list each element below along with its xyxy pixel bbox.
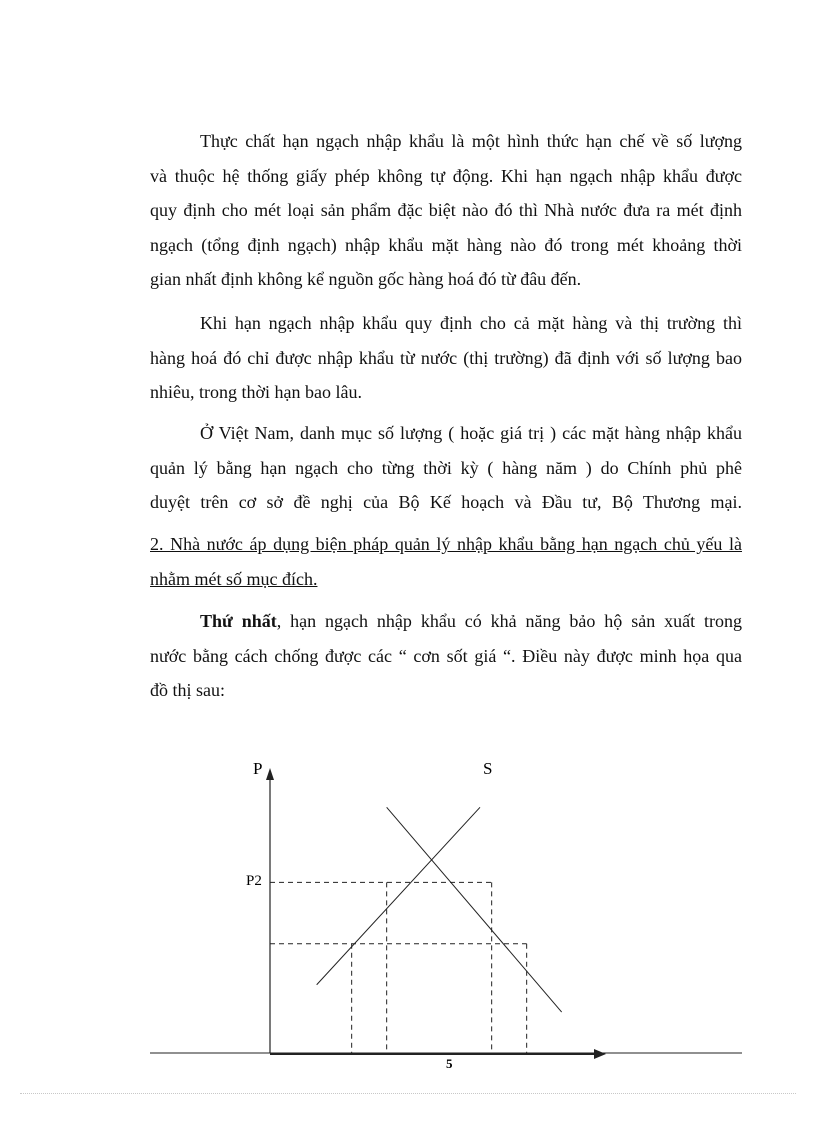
- paragraph-3: [150, 416, 742, 520]
- text-run: , hạn ngạch nhập khẩu có khả năng bảo hộ sản xuất trong: [276, 611, 742, 631]
- section-heading: [150, 527, 742, 596]
- text-line: Ở Việt Nam, danh mục số lượng ( hoặc giá trị ) các mặt hàng nhập khẩu: [200, 423, 742, 443]
- page-footer-rule: [20, 1093, 796, 1094]
- paragraph-4: [150, 604, 742, 708]
- text-line: quy định cho mét loại sản phẩm đặc biệt nào đó thì Nhà nước đưa ra mét định: [150, 200, 742, 220]
- supply-curve-label: S: [483, 759, 493, 778]
- text-line: hàng hoá đó chỉ được nhập khẩu từ nước (thị trường) đã định với số lượng bao: [150, 347, 742, 368]
- text-line: Khi hạn ngạch nhập khẩu quy định cho cả mặt hàng và thị trường thì: [200, 313, 742, 333]
- y-axis-label: P: [253, 759, 263, 778]
- text-line: Thực chất hạn ngạch nhập khẩu là một hình thức hạn chế về số lượng: [200, 131, 742, 151]
- text-line: duyệt trên cơ sở đề nghị của Bộ Kế hoạch và Đầu tư, Bộ Thương mại.: [150, 492, 742, 512]
- y-axis-arrow: [266, 768, 274, 780]
- text-line: gian nhất định không kể nguồn gốc hàng hoá đó từ đâu đến.: [150, 269, 582, 289]
- paragraph-1: [150, 124, 742, 297]
- supply-demand-graph: [0, 740, 816, 1080]
- bold-lead: Thứ nhất: [200, 611, 277, 631]
- x-axis-mark: 5: [446, 1056, 453, 1071]
- text-line: quản lý bằng hạn ngạch cho từng thời kỳ ( hàng năm ) do Chính phủ phê: [150, 457, 742, 478]
- text-line: nước bằng cách chống được các “ cơn sốt giá “. Điều này được minh họa qua: [150, 645, 742, 666]
- text-line: và thuộc hệ thống giấy phép không tự động. Khi hạn ngạch nhập khẩu được: [150, 165, 742, 186]
- text-line: [150, 604, 742, 639]
- text-line: ngạch (tổng định ngạch) nhập khẩu mặt hàng nào đó trong mét khoảng thời: [150, 234, 742, 255]
- supply-curve: [317, 807, 480, 984]
- heading-line: 2. Nhà nước áp dụng biện pháp quản lý nhập khẩu bằng hạn ngạch chủ yếu là: [150, 534, 742, 554]
- heading-line: nhằm mét số mục đích.: [150, 568, 318, 589]
- paragraph-2: [150, 306, 742, 410]
- text-line: đồ thị sau:: [150, 680, 225, 700]
- demand-curve: [387, 807, 562, 1012]
- x-axis-arrow: [594, 1049, 606, 1059]
- text-line: nhiêu, trong thời hạn bao lâu.: [150, 382, 362, 402]
- p2-tick-label: P2: [246, 873, 262, 889]
